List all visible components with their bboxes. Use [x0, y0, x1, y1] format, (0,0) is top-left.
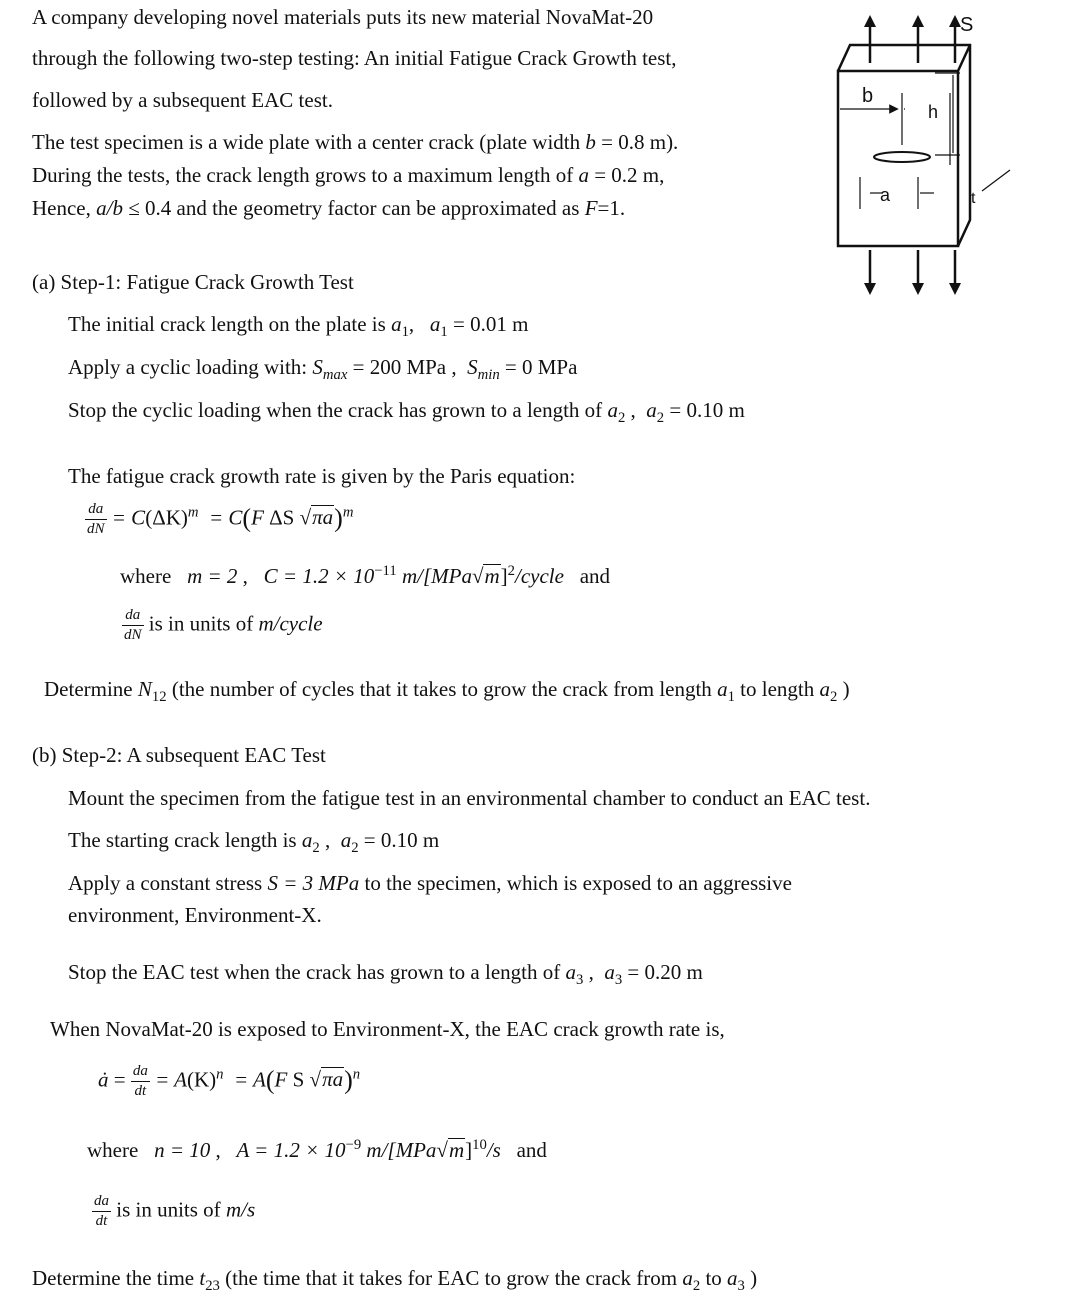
part-a-stop-loading: Stop the cyclic loading when the crack has grown to a length of $a_2$ , $a_2 = 0.10$ m: [68, 398, 745, 427]
intro-line-2: through the following two-step testing: An initial Fatigue Crack Growth test,: [32, 46, 677, 70]
label-t: t: [971, 190, 976, 207]
paris-constants: where m = 2 , $C = 1.2 \times 10^{-11}$ $m/[MPa√m]^2$/cycle and: [120, 563, 611, 588]
part-b-stop: Stop the EAC test when the crack has grown to a length of $a_3$ , $a_3 = 0.20$ m: [68, 960, 703, 989]
part-b-mount: Mount the specimen from the fatigue test in an environmental chamber to conduct an EAC test.: [68, 786, 871, 810]
intro-line-1: A company developing novel materials puts its new material NovaMat-20: [32, 5, 654, 29]
eac-constants: where n = 10 , $A = 1.2 \times 10^{-9}$ $m/[MPa√m]^{10}/s$ and: [87, 1137, 547, 1162]
part-a-paris-intro: The fatigue crack growth rate is given by the Paris equation:: [68, 464, 576, 488]
intro-geometry-factor: Hence, a/b ≤ 0.4 and the geometry factor can be approximated as F=1.: [32, 196, 626, 220]
eac-equation: ȧ = $\frac{da}{dt}$ = $A(K)^n = A(F$ S √πa)$^n$: [98, 1063, 361, 1099]
eac-units: $\frac{da}{dt}$ is in units of m/s: [94, 1193, 256, 1229]
intro-max-crack: During the tests, the crack length grows to a maximum length of a = 0.2 m,: [32, 163, 665, 187]
part-b-heading: (b) Step-2: A subsequent EAC Test: [32, 743, 326, 767]
part-a-initial-crack: The initial crack length on the plate is $a_1$, $a_1 = 0.01$ m: [68, 312, 529, 341]
intro-line-3: followed by a subsequent EAC test.: [32, 88, 333, 112]
part-a-cyclic-loading: Apply a cyclic loading with: $S_{max} = 200$ MPa , $S_{min} = 0$ MPa: [68, 355, 578, 384]
specimen-diagram: [820, 5, 1020, 305]
part-b-stress: Apply a constant stress S = 3 MPa to the specimen, which is exposed to an aggressive: [68, 871, 792, 895]
part-a-heading: (a) Step-1: Fatigue Crack Growth Test: [32, 270, 354, 294]
part-a-determine: Determine $N_{12}$ (the number of cycles that it takes to grow the crack from length $a_1$ to length $a_2$ ): [44, 677, 850, 706]
paris-equation: $\frac{da}{dN}$ = $C(\Delta K)^m = C(F$ ΔS √πa)$^m$: [87, 501, 354, 537]
part-b-determine: Determine the time $t_{23}$ (the time that it takes for EAC to grow the crack from $a_2$ to $a_3$ ): [32, 1266, 758, 1295]
label-a: a: [880, 185, 891, 205]
label-s: S: [960, 14, 974, 36]
label-b: b: [862, 85, 874, 107]
part-b-start-crack: The starting crack length is $a_2$ , $a_2 = 0.10$ m: [68, 828, 440, 857]
intro-plate-width: The test specimen is a wide plate with a center crack (plate width b = 0.8 m).: [32, 130, 679, 154]
label-h: h: [928, 102, 939, 122]
paris-units: $\frac{da}{dN}$ is in units of m/cycle: [124, 607, 323, 643]
part-b-rate-intro: When NovaMat-20 is exposed to Environment-X, the EAC crack growth rate is,: [50, 1017, 725, 1041]
part-b-environment: environment, Environment-X.: [68, 903, 322, 927]
